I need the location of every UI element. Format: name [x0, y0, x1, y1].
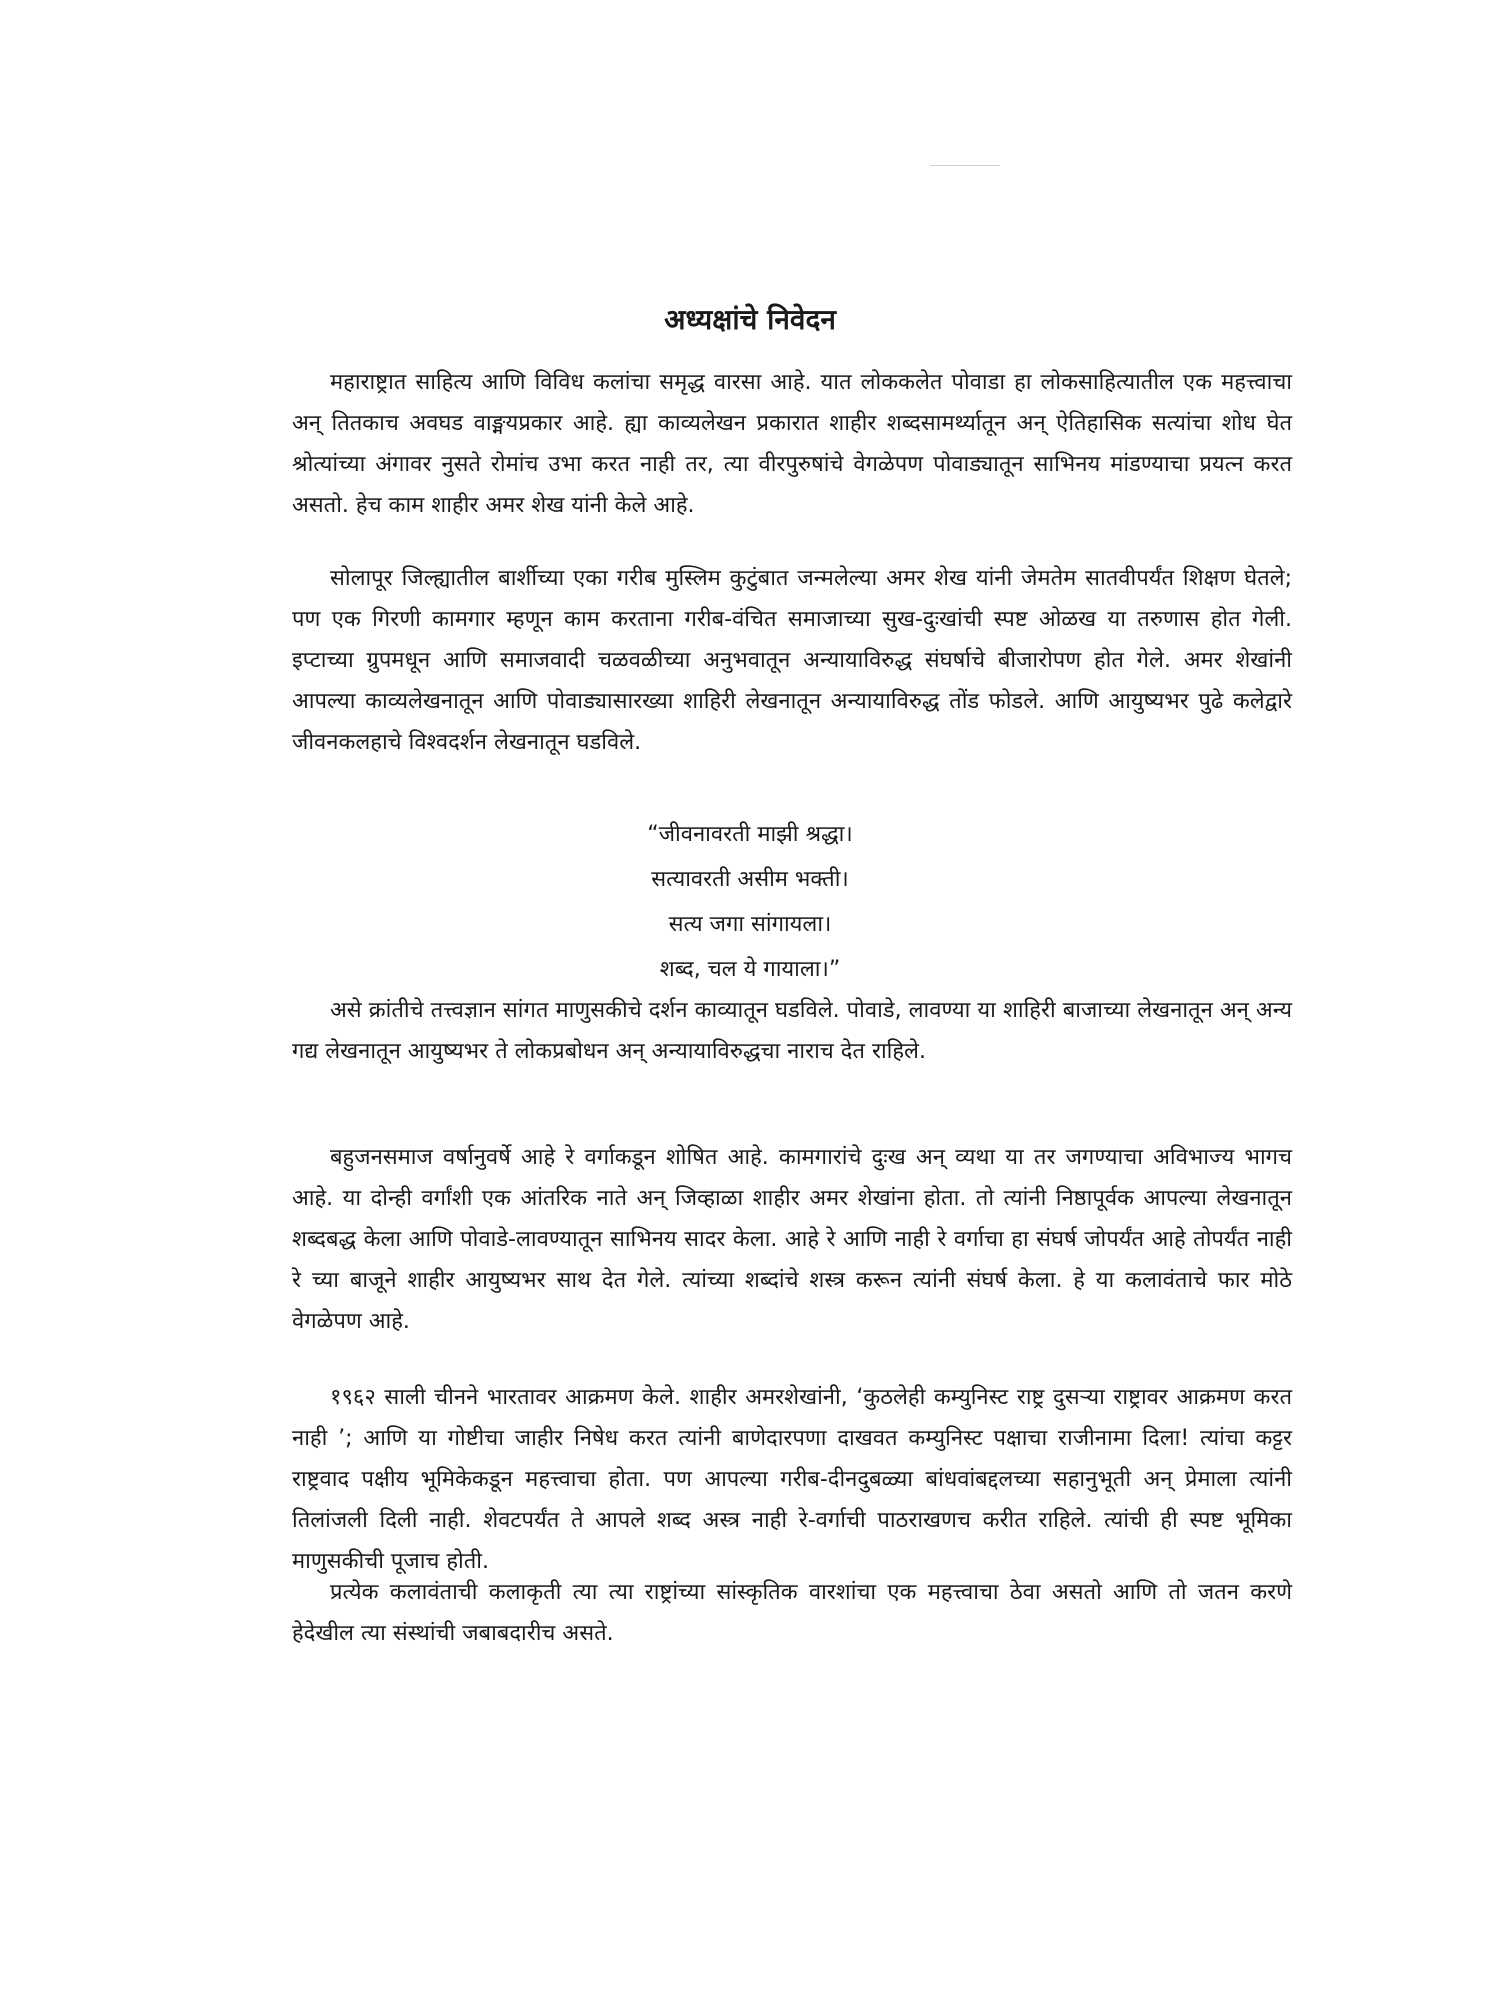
scan-mark — [930, 165, 1000, 166]
paragraph-closing: प्रत्येक कलावंताची कलाकृती त्या त्या राष्ट्रांच्या सांस्कृतिक वारशांचा एक महत्त्वाचा ठेवा असतो आणि तो जतन करणे हेदेखील त्या संस्थांची जबाबदारीच असते. — [292, 1580, 1292, 1646]
paragraph-philosophy: असे क्रांतीचे तत्त्वज्ञान सांगत माणुसकीचे दर्शन काव्यातून घडविले. पोवाडे, लावण्या या शाहिरी बाजाच्या लेखनातून अन् अन्य गद्य लेखनातून आयुष्यभर ते लोकप्रबोधन अन् अन्यायाविरुद्धचा नाराच देत राहिले. — [292, 998, 1292, 1064]
poem-line: सत्य जगा सांगायला। — [668, 912, 832, 937]
poem-line: “जीवनावरती माझी श्रद्धा। — [647, 822, 853, 847]
poem-line: सत्यावरती असीम भक्ती। — [651, 867, 849, 892]
poem-quote — [0, 812, 1500, 992]
paragraph-bahujan: बहुजनसमाज वर्षानुवर्षे आहे रे वर्गाकडून शोषित आहे. कामगारांचे दुःख अन् व्यथा या तर जगण्याचा अविभाज्य भागच आहे. या दोन्ही वर्गांशी एक आंतरिक नाते अन् जिव्हाळा शाहीर अमर शेखांना होता. तो त्यांनी निष्ठापूर्वक आपल्या लेखनातून शब्दबद्ध केला आणि पोवाडे-लावण्यातून साभिनय सादर केला. आहे रे आणि नाही रे वर्गाचा हा संघर्ष जोपर्यंत आहे तोपर्यंत नाही रे च्या बाजूने शाहीर आयुष्यभर साथ देत गेले. त्यांच्या शब्दांचे शस्त्र करून त्यांनी संघर्ष केला. हे या कलावंताचे फार मोठे वेगळेपण आहे. — [292, 1145, 1292, 1334]
page-title: अध्यक्षांचे निवेदन — [664, 303, 836, 336]
paragraph-intro: महाराष्ट्रात साहित्य आणि विविध कलांचा समृद्ध वारसा आहे. यात लोककलेत पोवाडा हा लोकसाहित्यातील एक महत्त्वाचा अन् तितकाच अवघड वाङ्मयप्रकार आहे. ह्या काव्यलेखन प्रकारात शाहीर शब्दसामर्थ्यातून अन् ऐतिहासिक सत्यांचा शोध घेत श्रोत्यांच्या अंगावर नुसते रोमांच उभा करत नाही तर, त्या वीरपुरुषांचे वेगळेपण पोवाड्यातून साभिनय मांडण्याचा प्रयत्न करत असतो. हेच काम शाहीर अमर शेख यांनी केले आहे. — [292, 370, 1292, 518]
poem-line: शब्द, चल ये गायाला।” — [659, 957, 841, 982]
paragraph-biography: सोलापूर जिल्ह्यातील बार्शीच्या एका गरीब मुस्लिम कुटुंबात जन्मलेल्या अमर शेख यांनी जेमतेम सातवीपर्यंत शिक्षण घेतले; पण एक गिरणी कामगार म्हणून काम करताना गरीब-वंचित समाजाच्या सुख-दुःखांची स्पष्ट ओळख या तरुणास होत गेली. इप्टाच्या ग्रुपमधून आणि समाजवादी चळवळीच्या अनुभवातून अन्यायाविरुद्ध संघर्षाचे बीजारोपण होत गेले. अमर शेखांनी आपल्या काव्यलेखनातून आणि पोवाड्यासारख्या शाहिरी लेखनातून अन्यायाविरुद्ध तोंड फोडले. आणि आयुष्यभर पुढे कलेद्वारे जीवनकलहाचे विश्वदर्शन लेखनातून घडविले. — [292, 566, 1292, 755]
paragraph-1962: १९६२ साली चीनने भारतावर आक्रमण केले. शाहीर अमरशेखांनी, ‘कुठलेही कम्युनिस्ट राष्ट्र दुसऱ्या राष्ट्रावर आक्रमण करत नाही ’; आणि या गोष्टीचा जाहीर निषेध करत त्यांनी बाणेदारपणा दाखवत कम्युनिस्ट पक्षाचा राजीनामा दिला! त्यांचा कट्टर राष्ट्रवाद पक्षीय भूमिकेकडून महत्त्वाचा होता. पण आपल्या गरीब-दीनदुबळ्या बांधवांबद्दलच्या सहानुभूती अन् प्रेमाला त्यांनी तिलांजली दिली नाही. शेवटपर्यंत ते आपले शब्द अस्त्र नाही रे-वर्गाची पाठराखणच करीत राहिले. त्यांची ही स्पष्ट भूमिका माणुसकीची पूजाच होती. — [292, 1385, 1292, 1574]
